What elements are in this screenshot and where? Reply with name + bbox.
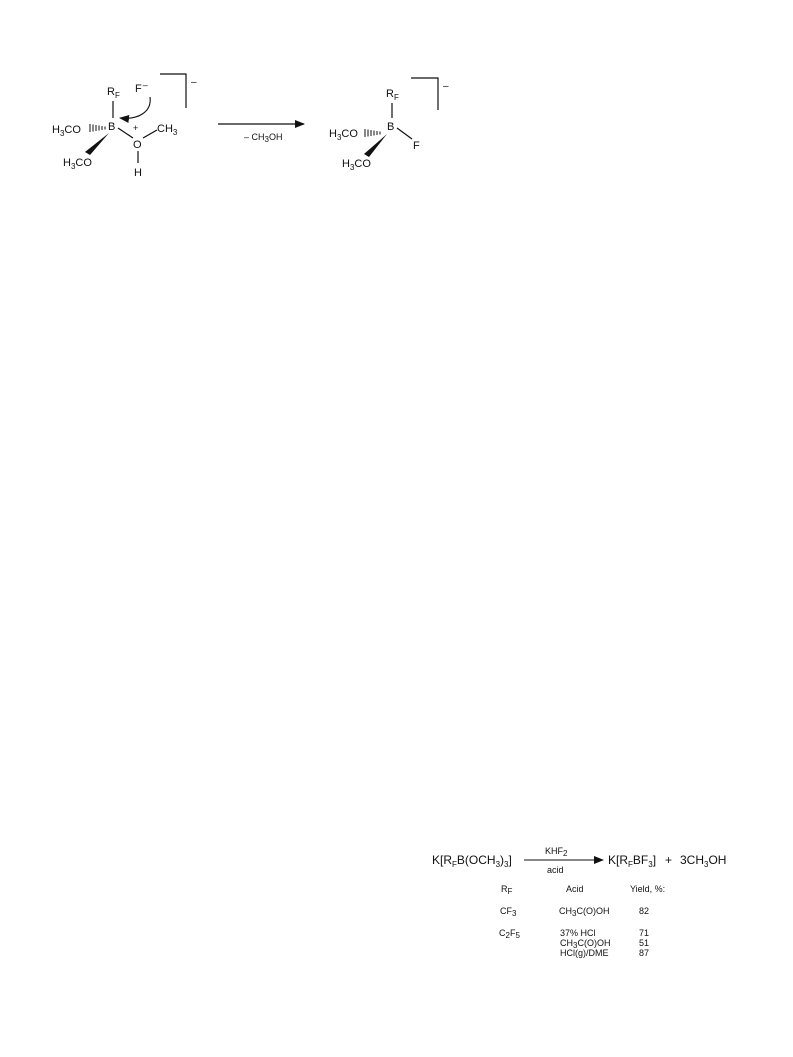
reactant-methyl: $CH_3$ (157, 123, 178, 137)
header-acid: Acid (566, 884, 584, 894)
scheme1-arrow (218, 124, 304, 144)
bond-b-o (118, 128, 133, 138)
product-bracket (411, 78, 438, 110)
wedge-bond-bottom (85, 133, 109, 155)
scheme2-reagent: KHF2 (545, 846, 568, 858)
product-rf-label: $R_F$ (386, 88, 399, 102)
scheme1-reactant (52, 74, 197, 179)
product-bond-b-f (397, 128, 412, 139)
scheme2-condition: acid (547, 865, 564, 875)
yield-table (499, 884, 665, 958)
row3-acid: CH3C(O)OH (560, 938, 611, 950)
fluoride-ion: F– (135, 80, 148, 95)
product-wedge-bond (364, 134, 387, 157)
scheme2 (432, 846, 726, 958)
row1-acid: CH3C(O)OH (559, 906, 610, 918)
product-ome-top: $H_3CO$ (329, 128, 358, 142)
row1-rf: CF3 (500, 906, 517, 918)
reactant-bracket-charge: – (191, 77, 197, 88)
product-ome-bottom: $H_3CO$ (342, 158, 371, 172)
row3-yield: 51 (639, 938, 650, 948)
product-bracket-charge: – (443, 81, 449, 92)
row2-yield: 71 (639, 928, 650, 938)
header-rf: RF (501, 884, 513, 896)
scheme2-product: $K[R_FBF_3]$ (608, 853, 657, 869)
reactant-bracket (160, 74, 186, 108)
bond-o-ch3 (143, 130, 157, 138)
row4-yield: 87 (639, 948, 650, 958)
product-fluorine: F (413, 140, 420, 152)
scheme1-product (329, 78, 449, 172)
row4-acid: HCl(g)/DME (560, 948, 609, 958)
curved-arrow-icon (120, 97, 150, 118)
row1-yield: 82 (639, 906, 650, 916)
reactant-ome-top: $H_3CO$ (52, 124, 81, 138)
product-hashed-bond (365, 129, 380, 137)
reactant-oxygen: O (133, 139, 142, 151)
scheme2-byproduct: $3CH_3OH$ (680, 853, 727, 869)
scheme2-reactant: $K[R_FB(OCH_3)_3]$ (432, 853, 512, 869)
reactant-boron: B (108, 121, 116, 133)
row2-acid: 37% HCl (560, 928, 596, 938)
reactant-rf-label: $R_F$ (107, 86, 120, 100)
reactant-hydrogen: H (134, 167, 142, 179)
arrow-label: – CH3OH (244, 132, 283, 144)
scheme2-plus: + (665, 853, 673, 867)
hashed-bond-left (90, 124, 105, 132)
reactant-ome-bottom: $H_3CO$ (63, 157, 92, 171)
product-boron: B (387, 121, 395, 133)
header-yield: Yield, %: (630, 884, 666, 894)
row2-rf: C2F5 (499, 928, 520, 940)
oxonium-charge: + (133, 123, 139, 133)
